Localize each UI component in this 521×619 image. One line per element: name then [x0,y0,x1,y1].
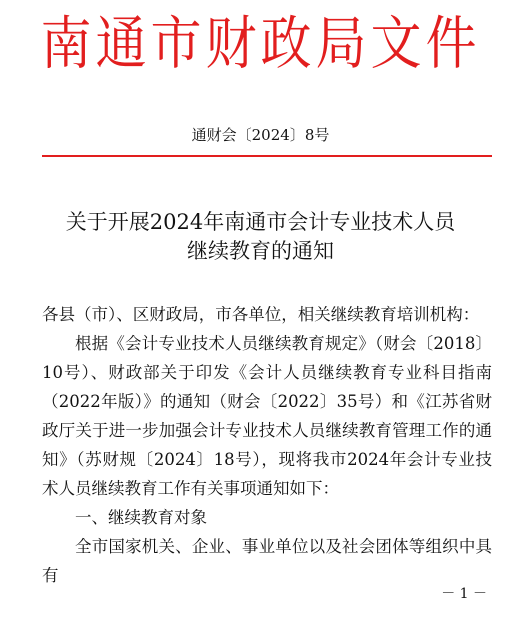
document-number: 通财会〔2024〕8号 [191,126,330,144]
body-paragraph: 全市国家机关、企业、事业单位以及社会团体等组织中具有 [42,537,492,585]
document-title [0,208,521,266]
section-heading: 一、继续教育对象 [75,508,207,527]
red-separator-line [42,155,492,157]
page-number: － 1 － [441,586,487,602]
issuer-header-title: 南通市财政局文件 [40,11,481,78]
document-title-line-1: 关于开展2024年南通市会计专业技术人员 [65,210,456,234]
document-title-line-2: 继续教育的通知 [187,239,334,263]
body-paragraph: 根据《会计专业技术人员继续教育规定》（财会〔2018〕10号）、财政部关于印发《会计人员继续教育专业科目指南（2022年版）》的通知（财会〔2022〕35号）和《江苏省财政厅关于进一步加强会计专业技术人员继续教育管理工作的通知》（苏财规〔2024〕18号），现将我市2024年会计专业技术人员继续教育工作有关事项通知如下： [42,334,492,498]
document-body [42,300,492,590]
salutation: 各县（市）、区财政局，市各单位，相关继续教育培训机构： [42,305,480,324]
